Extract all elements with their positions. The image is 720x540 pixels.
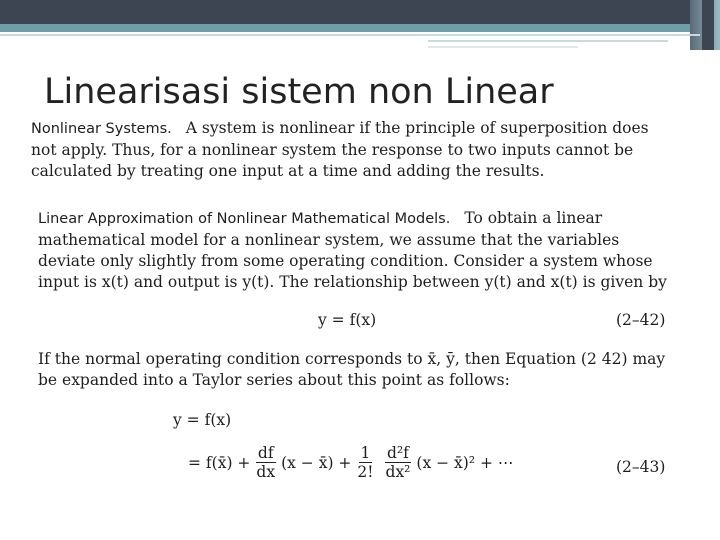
equation-2-43-line2 bbox=[188, 444, 513, 481]
equation-number: (2–42) bbox=[616, 311, 666, 329]
equation-number: (2–43) bbox=[616, 458, 666, 476]
paragraph-nonlinear-systems bbox=[31, 118, 671, 182]
equation-term: = f(x̄) + bbox=[188, 453, 251, 472]
slide-top-bar bbox=[0, 0, 720, 24]
paragraph-heading: Linear Approximation of Nonlinear Mathematical Models. bbox=[38, 211, 451, 227]
paragraph-heading: Nonlinear Systems. bbox=[31, 121, 172, 137]
paragraph-text: To obtain a linear mathematical model for a nonlinear system, we assume that the variables deviate only slightly from some operating condition. Consider a system whose input is x(t) and output is y(t). The relationship between y(t) and x(t) is given by bbox=[38, 209, 667, 291]
fraction-df-dx bbox=[254, 444, 277, 481]
fraction-numerator: d²f bbox=[387, 444, 409, 462]
equation-2-43-line1: y = f(x) bbox=[173, 411, 232, 429]
equation-term: (x − x̄) + bbox=[281, 453, 352, 472]
paragraph-text: A system is nonlinear if the principle of superposition does not apply. Thus, for a nonlinear system the response to two inputs cannot be calculated by treating one input at a time and adding the results. bbox=[31, 119, 649, 180]
fraction-denominator: dx² bbox=[385, 463, 411, 481]
fraction-numerator: df bbox=[257, 444, 274, 462]
slide-corner-inner bbox=[702, 0, 714, 50]
decor-line bbox=[0, 34, 700, 36]
equation-term: (x − x̄)² + ⋯ bbox=[416, 453, 514, 472]
paragraph-taylor-series: If the normal operating condition corresponds to x̄, ȳ, then Equation (2 42) may be expanded into a Taylor series about this point as follows: bbox=[38, 350, 666, 389]
decor-line bbox=[428, 46, 578, 48]
decor-line bbox=[428, 40, 668, 42]
slide-title: Linearisasi sistem non Linear bbox=[44, 72, 554, 112]
slide-corner-decoration bbox=[690, 0, 720, 50]
fraction-denominator: dx bbox=[256, 463, 276, 481]
fraction-one-over-two-factorial bbox=[355, 444, 375, 481]
fraction-numerator: 1 bbox=[360, 444, 371, 462]
fraction-d2f-dx2 bbox=[384, 444, 413, 481]
paragraph-linear-approximation bbox=[38, 208, 668, 293]
slide-accent-bar bbox=[0, 24, 720, 32]
fraction-denominator: 2! bbox=[357, 463, 374, 481]
equation-2-42: y = f(x) bbox=[318, 311, 377, 329]
